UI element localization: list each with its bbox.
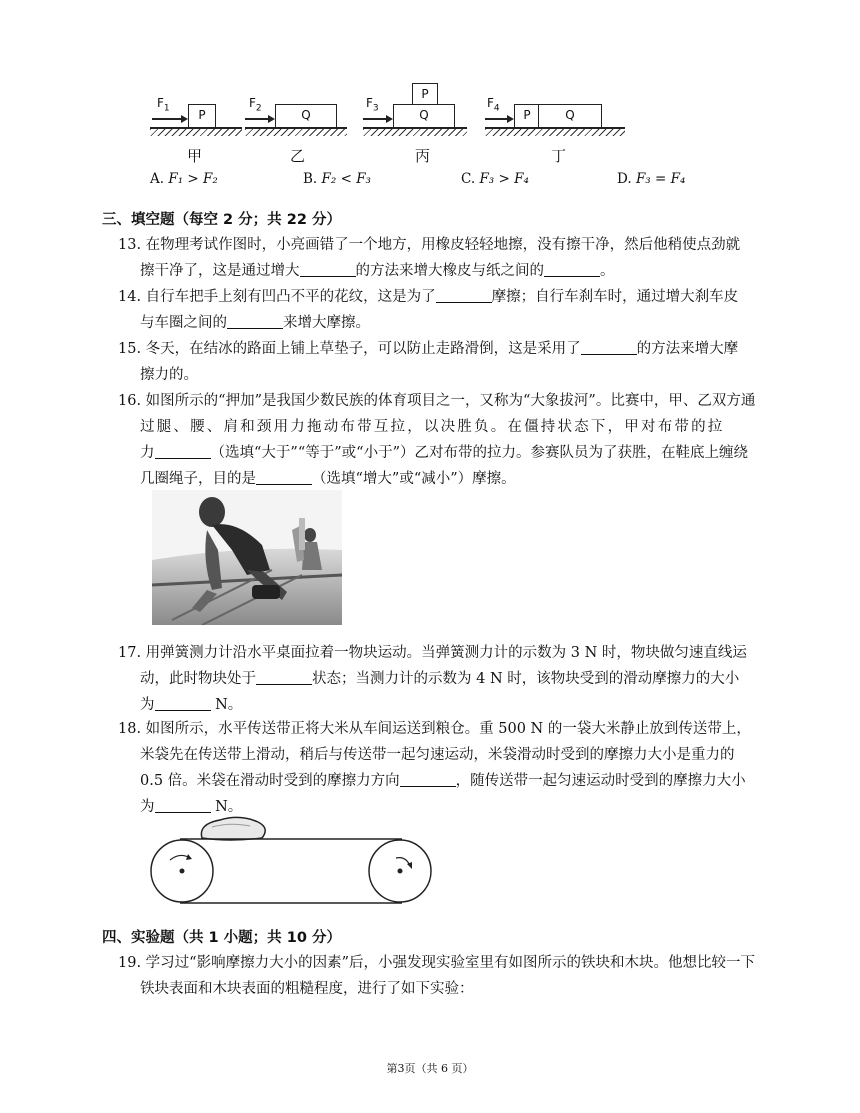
force-label-f3: $F_3$: [366, 96, 379, 114]
caption-ding: 丁: [551, 147, 567, 165]
block-q: Q: [275, 104, 337, 128]
answer-blank: [300, 262, 356, 277]
block-p: P: [514, 104, 540, 128]
answer-blank: [581, 340, 637, 355]
force-label-f4: $F_4$: [487, 96, 500, 114]
question-17: 17. 用弹簧测力计沿水平桌面拉着一物块运动。当弹簧测力计的示数为 3 N 时，物块做匀速直线运 动，此时物块处于 状态；当测力计的示数为 4 N 时，该物块受到的滑动摩擦力的大小 为 N。: [118, 645, 747, 713]
answer-blank: [400, 772, 456, 787]
answer-blank: [256, 470, 312, 485]
option-a: A. F₁ > F₂: [150, 171, 218, 187]
caption-yi: 乙: [290, 147, 306, 165]
answer-blank: [436, 288, 492, 303]
question-18: 18. 如图所示，水平传送带正将大米从车间运送到粮仓。重 500 N 的一袋大米静止放到传送带上， 米袋先在传送带上滑动，稍后与传送带一起匀速运动，米袋滑动时受到的摩擦力大小是重力的 0.5 倍。米袋在滑动时受到的摩擦力方向 ，随传送带一起匀速运动时受到的摩擦力大小 为 N。: [118, 721, 751, 815]
force-label-f2: $F_2$: [249, 96, 262, 114]
block-p: P: [412, 83, 438, 106]
section-title-experiment: 四、实验题（共 1 小题；共 10 分）: [102, 930, 341, 946]
option-c: C. F₃ > F₄: [461, 171, 529, 187]
caption-jia: 甲: [187, 147, 203, 165]
block-q: Q: [538, 104, 602, 128]
option-b: B. F₂ < F₃: [303, 171, 371, 187]
arrow-f4: [485, 118, 512, 120]
block-p: P: [188, 104, 216, 128]
question-19: 19. 学习过“影响摩擦力大小的因素”后，小强发现实验室里有如图所示的铁块和木块。他想比较一下 铁块表面和木块表面的粗糙程度，进行了如下实验：: [118, 955, 755, 997]
answer-blank: [155, 798, 211, 813]
page-footer: 第3页（共 6 页）: [386, 1062, 474, 1075]
ground-hatch: [150, 129, 242, 136]
answer-blank: [544, 262, 600, 277]
conveyor-belt-figure: [150, 812, 432, 912]
block-q: Q: [393, 104, 455, 128]
question-15: 15. 冬天，在结冰的路面上铺上草垫子，可以防止走路滑倒，这是采用了 的方法来增大摩 擦力的。: [118, 341, 739, 383]
question-16: 16. 如图所示的“押加”是我国少数民族的体育项目之一，又称为“大象拔河”。比赛中，甲、乙双方通 过腿、腰、肩和颈用力拖动布带互拉，以决胜负。在僵持状态下，甲对布带的拉 力 （选填“大于”“等于”或“小于”）乙对布带的拉力。参赛队员为了获胜，在鞋底上缠绕 几圈绳子，目的是 （选填“增大”或“减小”）摩擦。: [118, 393, 756, 487]
arrow-f3: [363, 118, 391, 120]
rice-bag: [201, 817, 265, 840]
option-d: D. F₃ = F₄: [617, 171, 686, 187]
arrow-f2: [245, 118, 273, 120]
arrow-f1: [152, 118, 186, 120]
answer-blank: [155, 444, 211, 459]
force-label-f1: $F_1$: [157, 96, 170, 114]
question-14: 14. 自行车把手上刻有凹凸不平的花纹，这是为了 摩擦；自行车刹车时，通过增大刹车皮 与车圈之间的 来增大摩擦。: [118, 289, 739, 331]
answer-blank: [256, 670, 312, 685]
ground-hatch: [485, 129, 625, 136]
answer-blank: [227, 314, 283, 329]
answer-blank: [155, 696, 211, 711]
caption-bing: 丙: [415, 147, 431, 165]
section-title-fill-blank: 三、填空题（每空 2 分；共 22 分）: [102, 212, 341, 228]
yajia-sport-photo: [152, 490, 342, 625]
question-13: 13. 在物理考试作图时，小亮画错了一个地方，用橡皮轻轻地擦，没有擦干净，然后他稍使点劲就 擦干净了，这是通过增大 的方法来增大橡皮与纸之间的 。: [118, 237, 741, 279]
ground-hatch: [245, 129, 347, 136]
ground-hatch: [363, 129, 467, 136]
